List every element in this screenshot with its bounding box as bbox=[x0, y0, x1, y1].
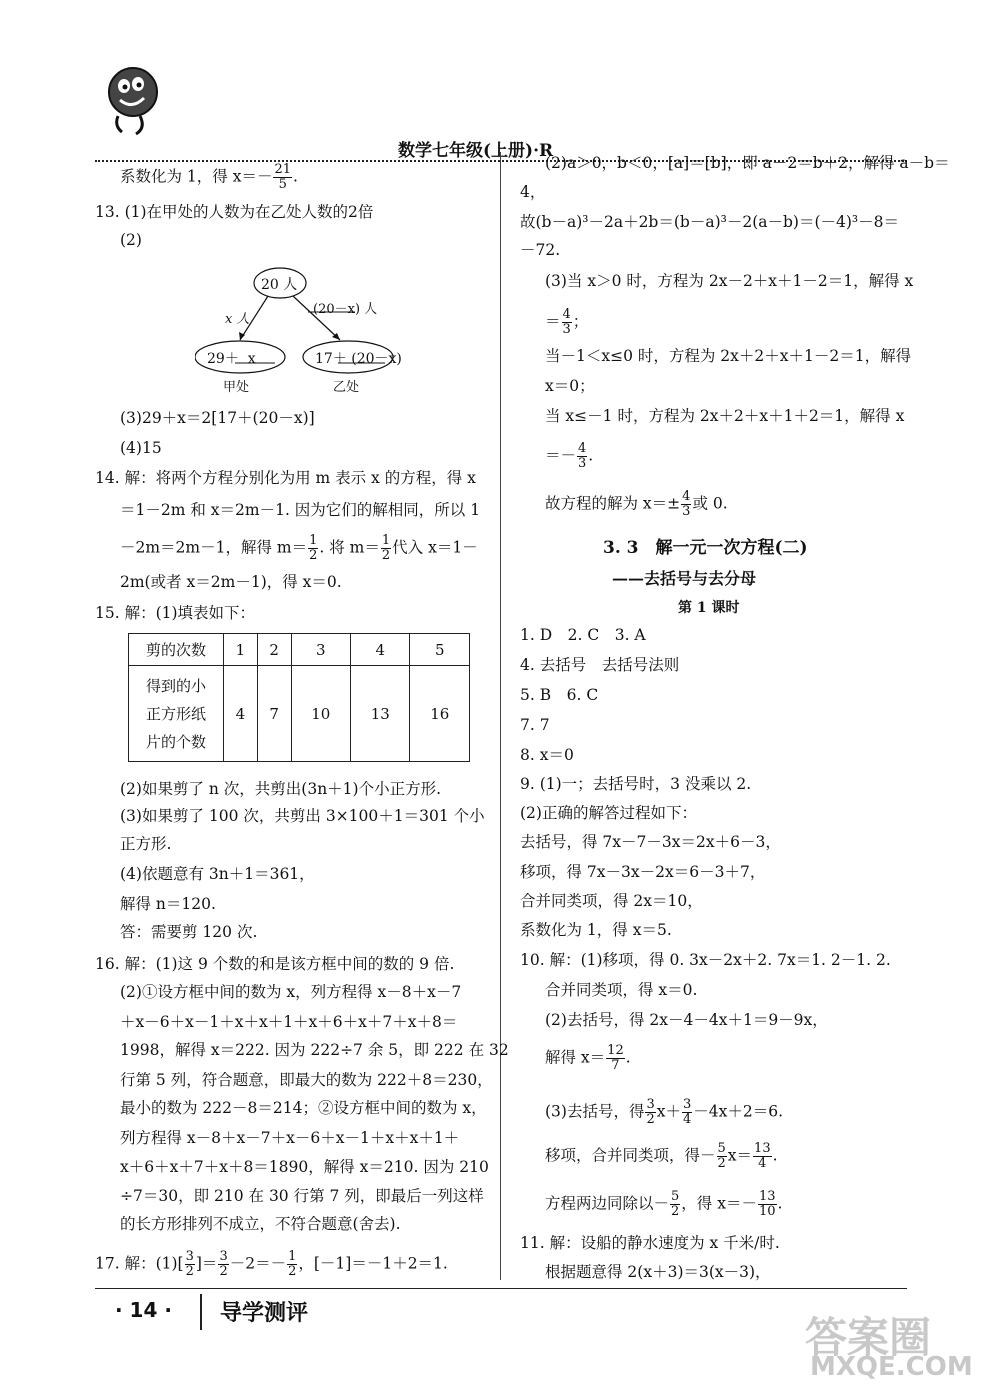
q16-line3: ＋x－6＋x－1＋x＋x＋1＋x＋6＋x＋7＋x＋8＝ bbox=[120, 1013, 458, 1031]
header-title: 数学七年级(上册)·R bbox=[398, 141, 554, 161]
q13-part3: (3)29＋x＝2[17＋(20－x)] bbox=[120, 409, 315, 427]
diagram-left-node: 29＋ x bbox=[207, 351, 256, 367]
answer-line: 5. B 6. C bbox=[520, 686, 599, 704]
answer-line: (2)正确的解答过程如下： bbox=[520, 804, 697, 822]
q13-part2: (2) bbox=[120, 231, 142, 249]
watermark-url: MXQE.COM bbox=[810, 1352, 973, 1382]
section-subtitle: ——去括号与去分母 bbox=[612, 569, 757, 588]
q13-part4: (4)15 bbox=[120, 439, 162, 457]
answer-line: 方程两边同除以－ $\frac{5}{2}$ ，得 x＝－ $\frac{13}{10}$ . bbox=[545, 1189, 783, 1219]
r-line2: 4， bbox=[520, 183, 546, 201]
table-cell: 3 bbox=[291, 634, 350, 666]
r-line4: －72. bbox=[520, 241, 561, 259]
q16-line1: 16. 解：(1)这 9 个数的和是该方框中间的数的 9 倍. bbox=[95, 955, 455, 973]
footer-brand: 导学测评 bbox=[220, 1301, 309, 1326]
diagram-top-node: 20 人 bbox=[261, 277, 298, 293]
answer-line: 4. 去括号 去括号法则 bbox=[520, 656, 680, 674]
lesson-label: 第 1 课时 bbox=[678, 600, 740, 616]
q15-line1: 15. 解：(1)填表如下： bbox=[95, 604, 256, 622]
q14-line1: 14. 解：将两个方程分别化为用 m 表示 x 的方程，得 x bbox=[95, 469, 476, 487]
watermark-logo: 答案圈 bbox=[805, 1313, 932, 1362]
table-cell: 7 bbox=[257, 666, 291, 762]
q15-line7: 答：需要剪 120 次. bbox=[120, 923, 258, 941]
diagram-left-label: 甲处 bbox=[223, 380, 250, 395]
column-separator bbox=[500, 152, 501, 1280]
q16-line2: (2)①设方框中间的数为 x，列方程得 x－8＋x－7 bbox=[120, 983, 462, 1001]
answer-line: 1. D 2. C 3. A bbox=[520, 626, 646, 644]
answer-line: 7. 7 bbox=[520, 716, 550, 734]
r-line9: 当 x≤－1 时，方程为 2x＋2＋x＋1＋2＝1，解得 x bbox=[545, 407, 905, 425]
q14-line2: ＝1－2m 和 x＝2m－1. 因为它们的解相同，所以 1 bbox=[120, 501, 481, 519]
q16-line6: 最小的数为 222－8＝214；②设方框中间的数为 x， bbox=[120, 1099, 487, 1117]
diagram-right-node: 17＋ (20－x) bbox=[315, 351, 402, 367]
q15-line6: 解得 n＝120. bbox=[120, 895, 216, 913]
answer-line: 移项，得 7x－3x－2x＝6－3＋7， bbox=[520, 863, 766, 881]
q15-line5: (4)依题意有 3n＋1＝361， bbox=[120, 865, 315, 883]
table-cell: 10 bbox=[291, 666, 350, 762]
cut-count-table bbox=[128, 633, 470, 762]
table-cell: 16 bbox=[410, 666, 470, 762]
page-number: · 14 · bbox=[115, 1298, 172, 1322]
answer-line: 去括号，得 7x－7－3x＝2x＋6－3， bbox=[520, 833, 781, 851]
table-cell: 13 bbox=[351, 666, 410, 762]
section-title: 3. 3 解一元一次方程(二) bbox=[603, 538, 808, 558]
r-line3: 故(b－a)³－2a＋2b＝(b－a)³－2(a－b)＝(－4)³－8＝ bbox=[520, 213, 899, 231]
q16-line4: 1998，解得 x＝222. 因为 222÷7 余 5，即 222 在 32 bbox=[120, 1041, 509, 1059]
r-line7: 当－1＜x≤0 时，方程为 2x＋2＋x＋1－2＝1，解得 bbox=[545, 347, 912, 365]
r-line1: (2)a＞0，b＜0，[a]＝[b]，即 a－2＝b＋2，解得 a－b＝ bbox=[545, 154, 950, 172]
answer-line: 11. 解：设船的静水速度为 x 千米/时. bbox=[520, 1234, 780, 1252]
text-line: 系数化为 1，得 x＝－ $\frac{21}{5}$ . bbox=[120, 162, 298, 192]
answer-line: 合并同类项，得 2x＝10， bbox=[520, 892, 703, 910]
table-header-cell: 剪的次数 bbox=[129, 634, 224, 666]
q16-line7: 列方程得 x－8＋x－7＋x－6＋x－1＋x＋x＋1＋ bbox=[120, 1129, 460, 1147]
answer-line: 9. (1)一；去括号时，3 没乘以 2. bbox=[520, 775, 752, 793]
mascot-logo bbox=[100, 62, 160, 140]
answer-line: 解得 x＝ $\frac{12}{7}$ . bbox=[545, 1043, 631, 1073]
answer-line: (2)去括号，得 2x－4－4x＋1＝9－9x， bbox=[545, 1011, 828, 1029]
q15-line3: (3)如果剪了 100 次，共剪出 3×100＋1＝301 个小 bbox=[120, 807, 485, 825]
q13-part1: 13. (1)在甲处的人数为在乙处人数的2倍 bbox=[95, 203, 374, 221]
answer-line: 根据题意得 2(x＋3)＝3(x－3)， bbox=[545, 1263, 771, 1281]
q14-line3: －2m＝2m－1，解得 m＝ $\frac{1}{2}$ . 将 m＝ $\frac{1}{2}$ 代入 x＝1－ bbox=[120, 533, 478, 563]
r-line6: ＝ $\frac{4}{3}$ ； bbox=[545, 307, 589, 337]
answer-line: 移项，合并同类项，得－ $\frac{5}{2}$ x＝ $\frac{13}{4}$ . bbox=[545, 1141, 778, 1171]
answer-line: 8. x＝0 bbox=[520, 746, 574, 764]
answer-line: 10. 解：(1)移项，得 0. 3x－2x＋2. 7x＝1. 2－1. 2. bbox=[520, 951, 891, 969]
answer-line: (3)去括号，得 $\frac{3}{2}$ x＋ $\frac{3}{4}$ －4x＋2＝6. bbox=[545, 1097, 784, 1127]
r-line8: x＝0； bbox=[545, 377, 595, 395]
q17-line1: 17. 解：(1)[ $\frac{3}{2}$ ]＝ $\frac{3}{2}$ －2＝－ $\frac{1}{2}$ ，[－1]＝－1＋2＝1. bbox=[95, 1249, 448, 1279]
table-cell: 1 bbox=[224, 634, 258, 666]
table-cell: 4 bbox=[351, 634, 410, 666]
diagram-right-edge: (20－x) 人 bbox=[313, 302, 378, 317]
footer-divider bbox=[200, 1294, 202, 1330]
q14-line4: 2m(或者 x＝2m－1)，得 x＝0. bbox=[120, 573, 342, 591]
r-line5: (3)当 x＞0 时，方程为 2x－2＋x＋1－2＝1，解得 x bbox=[545, 272, 914, 290]
table-header-cell: 得到的小 正方形纸 片的个数 bbox=[129, 666, 224, 762]
q16-line5: 行第 5 列，符合题意，即最大的数为 222＋8＝230， bbox=[120, 1071, 493, 1089]
fraction: $\frac{21}{5}$ bbox=[274, 162, 292, 192]
table-cell: 4 bbox=[224, 666, 258, 762]
r-line10: ＝－ $\frac{4}{3}$ . bbox=[545, 441, 594, 471]
q15-line4: 正方形. bbox=[120, 835, 172, 853]
q16-line10: 的长方形排列不成立，不符合题意(舍去). bbox=[120, 1215, 401, 1233]
answer-line: 合并同类项，得 x＝0. bbox=[545, 981, 698, 999]
q15-line2: (2)如果剪了 n 次，共剪出(3n＋1)个小正方形. bbox=[120, 780, 442, 798]
q16-line8: x＋6＋x＋7＋x＋8＝1890，解得 x＝210. 因为 210 bbox=[120, 1158, 489, 1176]
q16-line9: ÷7＝30，即 210 在 30 行第 7 列，即最后一列这样 bbox=[120, 1187, 484, 1205]
footer-rule bbox=[95, 1288, 907, 1289]
diagram-right-label: 乙处 bbox=[333, 380, 360, 395]
table-cell: 5 bbox=[410, 634, 470, 666]
table-cell: 2 bbox=[257, 634, 291, 666]
people-diagram bbox=[195, 262, 415, 397]
answer-line: 系数化为 1，得 x＝5. bbox=[520, 921, 672, 939]
diagram-left-edge: x 人 bbox=[225, 312, 250, 327]
r-line11: 故方程的解为 x＝± $\frac{4}{3}$ 或 0. bbox=[545, 489, 728, 519]
